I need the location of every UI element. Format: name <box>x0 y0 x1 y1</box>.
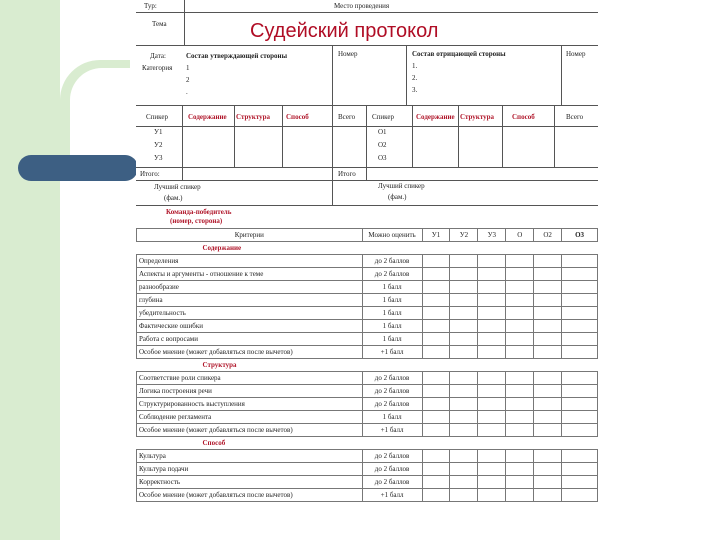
score-cell[interactable] <box>562 268 598 281</box>
best-speaker-sublabel: (фам.) <box>164 194 183 202</box>
score-cell[interactable] <box>450 255 478 268</box>
score-cell[interactable] <box>534 463 562 476</box>
criteria-label: Соответствие роли спикера <box>137 372 363 385</box>
divider <box>184 0 185 45</box>
affirm-team-label: Состав утверждающей стороны <box>186 52 288 60</box>
speaker-row-label: О3 <box>378 154 387 162</box>
score-cell[interactable] <box>534 294 562 307</box>
score-cell[interactable] <box>506 476 534 489</box>
page-title: Судейский протокол <box>250 20 439 42</box>
score-cell[interactable] <box>562 281 598 294</box>
score-cell[interactable] <box>534 489 562 502</box>
score-cell[interactable] <box>534 385 562 398</box>
divider <box>136 45 598 46</box>
structure-header: Структура <box>236 113 271 121</box>
criteria-row <box>137 489 598 502</box>
score-cell[interactable] <box>450 411 478 424</box>
score-cell[interactable] <box>422 489 450 502</box>
score-cell[interactable] <box>450 320 478 333</box>
content-header: Содержание <box>416 113 455 121</box>
score-cell[interactable] <box>422 398 450 411</box>
score-cell[interactable] <box>422 346 450 359</box>
method-header: Способ <box>512 113 535 121</box>
criteria-label: Фактические ошибки <box>137 320 363 333</box>
section-row <box>137 242 598 255</box>
section-title: Содержание <box>137 242 598 255</box>
score-cell[interactable] <box>506 333 534 346</box>
score-cell[interactable] <box>478 255 506 268</box>
criteria-label: Определения <box>137 255 363 268</box>
score-cell[interactable] <box>422 476 450 489</box>
divider <box>458 105 459 167</box>
total-label-right: Итого <box>338 170 356 178</box>
slide-decoration-curve-inner <box>70 68 130 168</box>
score-cell[interactable] <box>450 346 478 359</box>
score-cell[interactable] <box>478 476 506 489</box>
winner-label: Команда-победитель <box>166 208 232 216</box>
score-cell[interactable] <box>534 372 562 385</box>
score-col-header: У1 <box>422 229 450 242</box>
speaker-row-label: О1 <box>378 128 387 136</box>
neg-number-label: Номер <box>566 50 586 58</box>
score-cell[interactable] <box>562 411 598 424</box>
divider <box>561 45 562 105</box>
score-cell[interactable] <box>534 346 562 359</box>
criteria-row <box>137 463 598 476</box>
criteria-label: Культура подачи <box>137 463 363 476</box>
neg-list-item: 1. <box>412 62 418 70</box>
method-header: Способ <box>286 113 309 121</box>
criteria-row <box>137 476 598 489</box>
speaker-row-label: О2 <box>378 141 387 149</box>
score-cell[interactable] <box>562 255 598 268</box>
score-cell[interactable] <box>478 372 506 385</box>
criteria-row <box>137 333 598 346</box>
total-header: Всего <box>338 113 356 121</box>
criteria-max-score: до 2 баллов <box>362 450 422 463</box>
score-cell[interactable] <box>478 424 506 437</box>
score-cell[interactable] <box>450 281 478 294</box>
criteria-label: Особое мнение (может добавляться после вычетов) <box>137 346 363 359</box>
score-cell[interactable] <box>422 333 450 346</box>
score-cell[interactable] <box>450 489 478 502</box>
score-cell[interactable] <box>534 307 562 320</box>
score-cell[interactable] <box>534 411 562 424</box>
score-cell[interactable] <box>422 255 450 268</box>
score-cell[interactable] <box>506 398 534 411</box>
score-cell[interactable] <box>422 411 450 424</box>
criteria-label: Особое мнение (может добавляться после вычетов) <box>137 489 363 502</box>
criteria-label: Работа с вопросами <box>137 333 363 346</box>
divider <box>502 105 503 167</box>
criteria-header-row <box>137 229 598 242</box>
divider <box>366 105 367 180</box>
criteria-row <box>137 294 598 307</box>
winner-sublabel: (номер, сторона) <box>170 217 223 225</box>
criteria-max-score: +1 балл <box>362 489 422 502</box>
section-title: Способ <box>137 437 598 450</box>
content-header: Содержание <box>188 113 227 121</box>
divider <box>136 167 598 168</box>
section-row <box>137 437 598 450</box>
divider <box>136 105 598 106</box>
criteria-label: разнообразие <box>137 281 363 294</box>
score-cell[interactable] <box>450 476 478 489</box>
score-cell[interactable] <box>422 424 450 437</box>
neg-list-item: 2. <box>412 74 418 82</box>
criteria-max-score: до 2 баллов <box>362 398 422 411</box>
score-cell[interactable] <box>450 450 478 463</box>
score-cell[interactable] <box>478 281 506 294</box>
score-cell[interactable] <box>562 424 598 437</box>
speaker-header: Спикер <box>372 113 394 121</box>
score-cell[interactable] <box>506 320 534 333</box>
score-cell[interactable] <box>422 372 450 385</box>
criteria-row <box>137 320 598 333</box>
criteria-label: Логика построения речи <box>137 385 363 398</box>
score-cell[interactable] <box>422 463 450 476</box>
criteria-row <box>137 398 598 411</box>
score-col-header: О2 <box>534 229 562 242</box>
criteria-label: Особое мнение (может добавляться после вычетов) <box>137 424 363 437</box>
criteria-label: глубина <box>137 294 363 307</box>
score-cell[interactable] <box>422 268 450 281</box>
slide-decoration-left <box>0 0 60 540</box>
criteria-label: Культура <box>137 450 363 463</box>
slide-decoration-bar <box>18 155 138 181</box>
divider <box>234 105 235 167</box>
total-header: Всего <box>566 113 584 121</box>
score-cell[interactable] <box>478 489 506 502</box>
topic-label: Тема <box>152 20 167 28</box>
score-cell[interactable] <box>478 463 506 476</box>
score-cell[interactable] <box>422 281 450 294</box>
score-cell[interactable] <box>506 346 534 359</box>
speaker-row-label: У1 <box>154 128 163 136</box>
criteria-label: Аспекты и аргументы - отношение к теме <box>137 268 363 281</box>
score-col-header: У2 <box>450 229 478 242</box>
neg-list-item: 3. <box>412 86 418 94</box>
speaker-row-label: У2 <box>154 141 163 149</box>
criteria-label: Корректность <box>137 476 363 489</box>
score-cell[interactable] <box>562 346 598 359</box>
score-cell[interactable] <box>422 385 450 398</box>
divider <box>406 45 407 105</box>
best-speaker-sublabel: (фам.) <box>388 193 407 201</box>
best-speaker-label: Лучший спикер <box>154 183 201 191</box>
criteria-max-score: +1 балл <box>362 424 422 437</box>
divider <box>136 126 598 127</box>
affirm-list-item: 1 <box>186 64 190 72</box>
score-cell[interactable] <box>506 372 534 385</box>
tour-label: Тур: <box>144 2 157 10</box>
speaker-header: Спикер <box>146 113 168 121</box>
score-cell[interactable] <box>506 424 534 437</box>
score-col-header: У3 <box>478 229 506 242</box>
criteria-row <box>137 268 598 281</box>
divider <box>332 105 333 205</box>
score-cell[interactable] <box>506 268 534 281</box>
score-cell[interactable] <box>478 385 506 398</box>
score-cell[interactable] <box>506 411 534 424</box>
score-cell[interactable] <box>506 450 534 463</box>
criteria-row <box>137 346 598 359</box>
score-cell[interactable] <box>534 450 562 463</box>
score-cell[interactable] <box>478 398 506 411</box>
criteria-row <box>137 424 598 437</box>
score-cell[interactable] <box>506 489 534 502</box>
judge-protocol-document <box>136 0 598 540</box>
affirm-number-label: Номер <box>338 50 358 58</box>
criteria-row <box>137 307 598 320</box>
venue-label: Место проведения <box>334 2 390 10</box>
score-cell[interactable] <box>562 320 598 333</box>
criteria-label: убедительность <box>137 307 363 320</box>
divider <box>412 105 413 167</box>
max-score-header: Можно оценить <box>362 229 422 242</box>
criteria-max-score: 1 балл <box>362 320 422 333</box>
divider <box>554 105 555 167</box>
score-cell[interactable] <box>450 294 478 307</box>
criteria-max-score: 1 балл <box>362 281 422 294</box>
criteria-row <box>137 450 598 463</box>
score-cell[interactable] <box>450 268 478 281</box>
score-cell[interactable] <box>506 463 534 476</box>
score-cell[interactable] <box>450 398 478 411</box>
score-cell[interactable] <box>562 385 598 398</box>
criteria-max-score: +1 балл <box>362 346 422 359</box>
score-cell[interactable] <box>506 307 534 320</box>
score-cell[interactable] <box>562 450 598 463</box>
criteria-max-score: 1 балл <box>362 307 422 320</box>
score-col-header: О <box>506 229 534 242</box>
criteria-max-score: до 2 баллов <box>362 255 422 268</box>
criteria-max-score: до 2 баллов <box>362 476 422 489</box>
score-cell[interactable] <box>562 333 598 346</box>
divider <box>136 12 598 13</box>
score-cell[interactable] <box>534 476 562 489</box>
criteria-max-score: 1 балл <box>362 411 422 424</box>
neg-team-label: Состав отрицающей стороны <box>412 50 506 58</box>
score-cell[interactable] <box>478 411 506 424</box>
criteria-header: Критерии <box>137 229 363 242</box>
divider <box>136 180 598 181</box>
criteria-max-score: до 2 баллов <box>362 268 422 281</box>
score-cell[interactable] <box>478 450 506 463</box>
criteria-row <box>137 372 598 385</box>
score-cell[interactable] <box>422 307 450 320</box>
score-cell[interactable] <box>534 424 562 437</box>
criteria-label: Структурированность выступления <box>137 398 363 411</box>
criteria-max-score: до 2 баллов <box>362 385 422 398</box>
criteria-row <box>137 411 598 424</box>
score-cell[interactable] <box>534 268 562 281</box>
criteria-max-score: до 2 баллов <box>362 372 422 385</box>
score-cell[interactable] <box>450 372 478 385</box>
section-row <box>137 359 598 372</box>
affirm-list-item: 2 <box>186 76 190 84</box>
score-cell[interactable] <box>478 307 506 320</box>
score-cell[interactable] <box>422 450 450 463</box>
score-cell[interactable] <box>450 333 478 346</box>
score-cell[interactable] <box>478 294 506 307</box>
divider <box>182 105 183 180</box>
divider <box>282 105 283 167</box>
score-cell[interactable] <box>450 307 478 320</box>
speaker-row-label: У3 <box>154 154 163 162</box>
score-cell[interactable] <box>562 476 598 489</box>
score-cell[interactable] <box>478 268 506 281</box>
affirm-list-item: . <box>186 88 188 96</box>
score-cell[interactable] <box>506 281 534 294</box>
divider <box>136 205 598 206</box>
score-cell[interactable] <box>562 372 598 385</box>
criteria-row <box>137 281 598 294</box>
score-cell[interactable] <box>534 333 562 346</box>
score-cell[interactable] <box>478 333 506 346</box>
score-cell[interactable] <box>478 320 506 333</box>
score-cell[interactable] <box>450 424 478 437</box>
criteria-max-score: 1 балл <box>362 294 422 307</box>
score-cell[interactable] <box>562 463 598 476</box>
score-cell[interactable] <box>422 294 450 307</box>
criteria-max-score: 1 балл <box>362 333 422 346</box>
structure-header: Структура <box>460 113 495 121</box>
total-label: Итого: <box>140 170 160 178</box>
criteria-table <box>136 228 598 502</box>
score-cell[interactable] <box>422 320 450 333</box>
score-col-header: О3 <box>562 229 598 242</box>
score-cell[interactable] <box>534 398 562 411</box>
score-cell[interactable] <box>534 320 562 333</box>
divider <box>332 45 333 105</box>
score-cell[interactable] <box>562 489 598 502</box>
score-cell[interactable] <box>506 255 534 268</box>
section-title: Структура <box>137 359 598 372</box>
date-label: Дата: <box>150 52 166 60</box>
score-cell[interactable] <box>450 385 478 398</box>
score-cell[interactable] <box>534 255 562 268</box>
category-label: Категория <box>142 64 173 72</box>
criteria-row <box>137 255 598 268</box>
criteria-max-score: до 2 баллов <box>362 463 422 476</box>
score-cell[interactable] <box>534 281 562 294</box>
score-cell[interactable] <box>562 307 598 320</box>
criteria-label: Соблюдение регламента <box>137 411 363 424</box>
score-cell[interactable] <box>478 346 506 359</box>
score-cell[interactable] <box>562 398 598 411</box>
best-speaker-label: Лучший спикер <box>378 182 425 190</box>
score-cell[interactable] <box>506 294 534 307</box>
score-cell[interactable] <box>562 294 598 307</box>
score-cell[interactable] <box>450 463 478 476</box>
score-cell[interactable] <box>506 385 534 398</box>
criteria-row <box>137 385 598 398</box>
